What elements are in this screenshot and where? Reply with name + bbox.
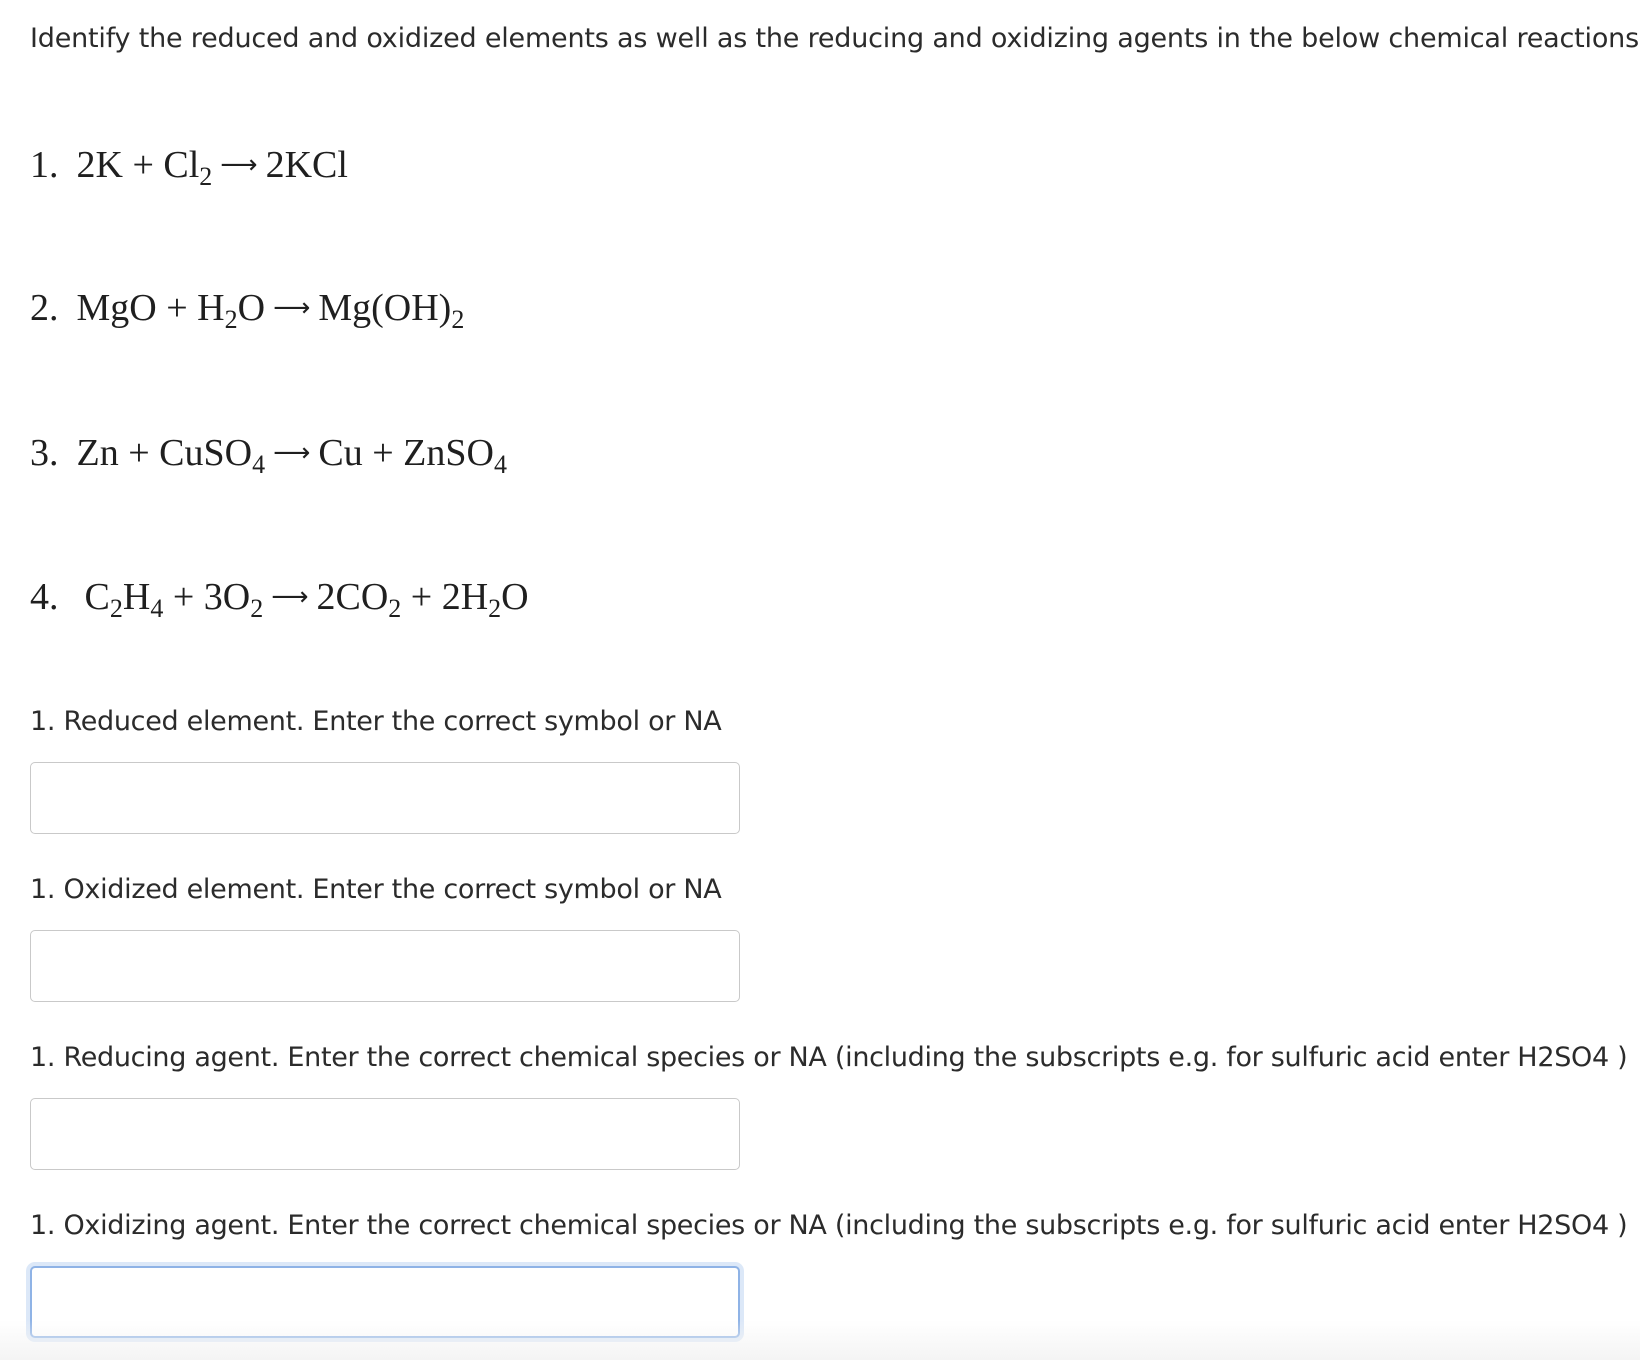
bottom-edge-shadow [0, 1320, 1640, 1360]
reaction-number: 2. [30, 287, 59, 329]
reaction-term: O [501, 576, 529, 618]
subscript: 2 [250, 594, 264, 623]
subscript: 2 [224, 305, 238, 334]
arrow-icon: ⟶ [273, 293, 311, 323]
oxidized-element-label: 1. Oxidized element. Enter the correct symbol or NA [30, 874, 722, 905]
reaction-term: Cu + ZnSO [318, 432, 494, 474]
reaction-4 [30, 574, 529, 623]
reaction-number: 1. [30, 144, 59, 186]
arrow-icon: ⟶ [273, 438, 311, 468]
reaction-term: Zn + CuSO [76, 432, 253, 474]
reducing-agent-label: 1. Reducing agent. Enter the correct chemical species or NA (including the subscripts e.g. for sulfuric acid enter H2SO4 ) [30, 1042, 1628, 1073]
reaction-term: O [237, 287, 266, 329]
subscript: 4 [150, 594, 164, 623]
reaction-term: C [84, 576, 110, 618]
reduced-element-input[interactable] [30, 762, 740, 834]
subscript: 4 [493, 450, 507, 479]
oxidized-element-input[interactable] [30, 930, 740, 1002]
reaction-term: 2K + Cl [76, 144, 200, 186]
reaction-term: H [122, 576, 151, 618]
reaction-term: + 3O [163, 576, 251, 618]
reaction-term: 2CO [316, 576, 389, 618]
reaction-1 [30, 142, 348, 191]
arrow-icon: ⟶ [271, 582, 309, 612]
reaction-number: 4. [30, 576, 59, 618]
subscript: 2 [488, 594, 502, 623]
question-prompt: Identify the reduced and oxidized elements as well as the reducing and oxidizing agents in the below chemical reactions [30, 23, 1639, 54]
reaction-number: 3. [30, 432, 59, 474]
reduced-element-label: 1. Reduced element. Enter the correct symbol or NA [30, 706, 722, 737]
reaction-term: Mg(OH) [318, 287, 452, 329]
reaction-2 [30, 285, 465, 334]
subscript: 2 [109, 594, 123, 623]
reaction-3 [30, 430, 507, 479]
reaction-term: + 2H [401, 576, 489, 618]
subscript: 2 [451, 305, 465, 334]
reaction-term: MgO + H [76, 287, 225, 329]
arrow-icon: ⟶ [220, 150, 258, 180]
oxidizing-agent-label: 1. Oxidizing agent. Enter the correct chemical species or NA (including the subscripts e.g. for sulfuric acid enter H2SO4 ) [30, 1210, 1628, 1241]
subscript: 2 [199, 162, 213, 191]
reaction-term: 2KCl [265, 144, 348, 186]
reducing-agent-input[interactable] [30, 1098, 740, 1170]
subscript: 4 [252, 450, 266, 479]
subscript: 2 [388, 594, 402, 623]
